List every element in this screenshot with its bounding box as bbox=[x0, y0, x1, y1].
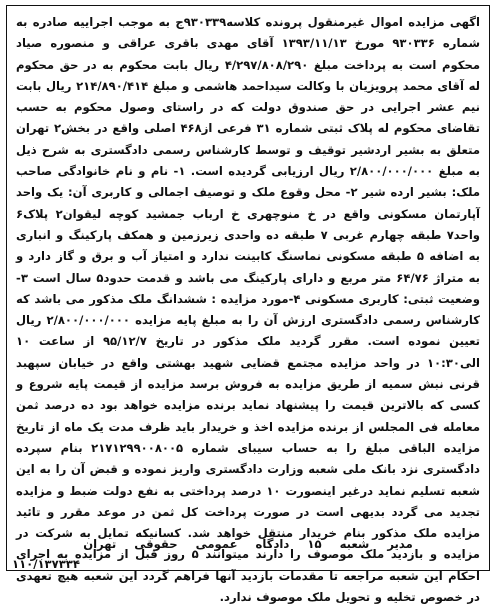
auction-notice-text: اگهی مزایده اموال غیرمنقول پرونده کلاسه۹۳۰۳۳۹ج به موجب اجراییه صادره به شماره ۹۳۰۳۳۶ مورخ ۱۳۹۳/۱۱/۱۳ آقای مهدی باقری عراقی و منصوره صیاد محکوم است به پرداخت مبلغ ۴/۲۹۷/۸۰۸/۲۹۰ ریال بابت محکوم به در حق محکوم له آقای محمد پرویزیان با وکالت سیداحمد هاشمی و مبلغ ۲۱۴/۸۹۰/۴۱۴ ریال بابت نیم عشر اجرایی در حق صندوق دولت که در راستای وصول محکوم به حسب تقاضای محکوم له پلاک ثبتی شماره ۳۱ فرعی از۴۶۸ اصلی واقع در بخش۲ تهران متعلق به بشیر اردشیر توقیف و توسط کارشناس رسمی دادگستری به شرح ذیل به مبلغ ۲/۸۰۰/۰۰۰/۰۰۰ ریال ارزیابی گردیده است. ۱- نام و نام خانوادگی صاحب ملک: بشیر ارده شیر ۲- محل وقوع ملک و توصیف اجمالی و کاربری آن: یک واحد آپارتمان مسکونی واقع در خ منوچهری خ ارباب جمشید کوچه لیقوان۲ پلاک۶ واحد۷ طبقه چهارم غربی ۷ طبقه ده واحدی زیرزمین و همکف پارکینگ و انباری به اضافه ۵ طبقه مسکونی نماسنگ کابینت ندارد و امتیاز آب و برق و گاز دارد و به متراژ ۶۴/۷۶ متر مربع و دارای پارکینگ می باشد و قدمت حدود۵ سال است ۳- وضعیت ثبتی: کاربری مسکونی ۴-مورد مزایده : ششدانگ ملک مذکور می باشد که کارشناس رسمی دادگستری ارزش آن را به مبلغ پایه مزایده ۲/۸۰۰/۰۰۰/۰۰۰ ریال تعیین نموده است. مقرر گردید ملک مذکور در تاریخ ۹۵/۱۲/۷ از ساعت ۱۰ الی۱۰:۳۰ در واحد مزایده مجتمع قضایی شهید بهشتی واقع در خیابان سپهبد قرنی نبش سمیه از طریق مزایده به فروش برسد مزایده از قیمت پایه شروع و کسی که بالاترین قیمت را پیشنهاد نماید برنده مزایده خواهد بود ده درصد ثمن معامله فی المجلس از برنده مزایده اخذ و خریدار باید ظرف مدت یک ماه از تاریخ مزایده الباقی مبلغ را به حساب سیبای شماره ۲۱۷۱۲۹۹۰۰۸۰۰۵ بنام سپرده دادگستری نزد بانک ملی شعبه وزارت دادگستری واریز نموده و قبض آن را به این شعبه تسلیم نماید درغیر اینصورت ۱۰ درصد پرداختی به نفع دولت ضبط و مزایده تجدید می گردد بدیهی است در صورت پرداخت کل ثمن در موعد مقرر و تائید مزایده ملک مذکور بنام خریدار منتقل خواهد شد. کسانیکه تمایل به شرکت در مزایده و بازدید ملک موصوف را دارند میتوانند ۵ روز قبل از مزایده به اجرای احکام این شعبه مراجعه تا مقدمات بازدید آنها فراهم گردد این شعبه هیچ تعهدی در خصوص تخلیه و تحویل ملک موصوف ندارد. bbox=[16, 15, 480, 605]
notice-reference-number: ۱۱۰/۱۳۷۳۳۴ bbox=[12, 557, 80, 571]
notice-frame bbox=[6, 5, 490, 605]
court-signature-line: مدیر شعبه ۱۵ دادگاه عمومی حقوقی تهران bbox=[83, 537, 413, 551]
